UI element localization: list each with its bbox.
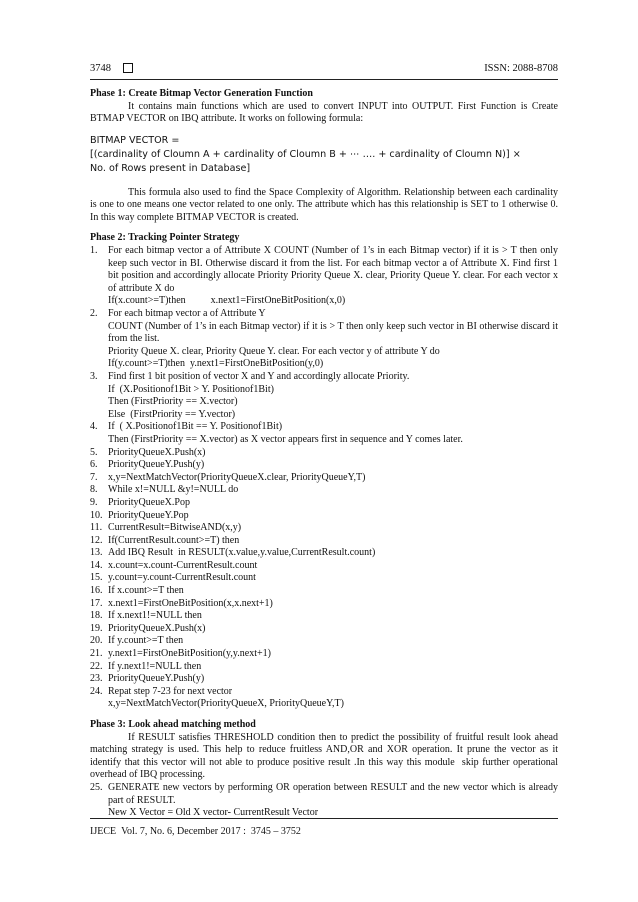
list-item xyxy=(90,535,558,548)
phase2-heading: Phase 2: Tracking Pointer Strategy xyxy=(90,232,240,244)
step-number: 19. xyxy=(90,622,103,634)
step-text xyxy=(108,421,558,446)
step-text xyxy=(108,497,558,510)
step-number: 15. xyxy=(90,572,103,584)
step-text xyxy=(108,648,558,661)
phase3-heading: Phase 3: Look ahead matching method xyxy=(90,719,256,731)
square-icon xyxy=(123,63,133,73)
step-number: 24. xyxy=(90,685,103,697)
step-line: Priority Queue X. clear, Priority Queue Y. clear. For each vector y of attribute Y do xyxy=(108,345,440,357)
step-text xyxy=(108,308,558,371)
step-text xyxy=(108,635,558,648)
list-item xyxy=(90,661,558,674)
step-text xyxy=(108,459,558,472)
list-item xyxy=(90,421,558,446)
step-line: If(x.count>=T)then x.next1=FirstOneBitPosition(x,0) xyxy=(108,295,346,307)
step-line: x,y=NextMatchVector(PriorityQueueX.clear, PriorityQueueY,T) xyxy=(108,471,366,483)
step-line: x.next1=FirstOneBitPosition(x,x.next+1) xyxy=(108,597,273,609)
step-line: PriorityQueueY.Pop xyxy=(108,509,189,521)
issn: ISSN: 2088-8708 xyxy=(484,62,558,74)
phase1-paragraph: This formula also used to find the Space Complexity of Algorithm. Relationship between each cardinality is one to one means one vector related to one only. The attribute which has this relationship is SET to 1 otherwise 0. In this way complete BITMAP VECTOR is created. xyxy=(90,186,558,223)
list-item xyxy=(90,459,558,472)
step-text xyxy=(108,585,558,598)
step-line: x.count=x.count-CurrentResult.count xyxy=(108,559,258,571)
step-line: Repat step 7-23 for next vector xyxy=(108,685,233,697)
list-item xyxy=(90,472,558,485)
step-line: For each bitmap vector a of Attribute X COUNT (Number of 1’s in each Bitmap vector) if it is > T then only keep such vector in BI. Otherwise discard it from the list. For each bitmap vector a of Attribute X. Find first 1 bit position and accordingly allocate Priority Priority Queue X. clear, Priority Queue Y. clear. For each vector x of attribute X do xyxy=(108,245,558,294)
step-number: 20. xyxy=(90,635,103,647)
step-number: 2. xyxy=(90,308,98,320)
step-text xyxy=(108,673,558,686)
footer-rule xyxy=(90,818,558,819)
list-item xyxy=(90,623,558,636)
step-number: 1. xyxy=(90,245,98,257)
step-number: 5. xyxy=(90,446,98,458)
step-line: PriorityQueueX.Push(x) xyxy=(108,622,206,634)
step-line: If x.count>=T then xyxy=(108,585,184,597)
step-text xyxy=(108,572,558,585)
step-number: 7. xyxy=(90,471,98,483)
step-line: y.count=y.count-CurrentResult.count xyxy=(108,572,256,584)
list-item xyxy=(90,673,558,686)
list-item xyxy=(90,522,558,535)
journal-footer: IJECE Vol. 7, No. 6, December 2017 : 3745 – 3752 xyxy=(90,826,301,837)
step-text xyxy=(108,472,558,485)
step-number: 22. xyxy=(90,660,103,672)
list-item xyxy=(90,585,558,598)
step-line: Else (FirstPriority == Y.vector) xyxy=(108,408,236,420)
step-number: 4. xyxy=(90,421,98,433)
list-item xyxy=(90,510,558,523)
step-number: 18. xyxy=(90,610,103,622)
step-number: 6. xyxy=(90,459,98,471)
list-item xyxy=(90,782,558,820)
list-item xyxy=(90,447,558,460)
header-rule xyxy=(90,79,558,80)
step-text xyxy=(108,522,558,535)
step-line: If (X.Positionof1Bit > Y. Positionof1Bit) xyxy=(108,383,274,395)
step-line: If y.next1!=NULL then xyxy=(108,660,202,672)
step-number: 17. xyxy=(90,597,103,609)
step-text xyxy=(108,661,558,674)
step-line: Add IBQ Result in RESULT(x.value,y.value,CurrentResult.count) xyxy=(108,547,376,559)
step-text xyxy=(108,447,558,460)
bitmap-formula xyxy=(90,134,558,177)
formula-line: BITMAP VECTOR = xyxy=(90,134,180,146)
step-text xyxy=(108,560,558,573)
step-text xyxy=(108,245,558,308)
running-header xyxy=(90,59,558,77)
body-content xyxy=(90,88,558,820)
step-text xyxy=(108,598,558,611)
step-line: If y.count>=T then xyxy=(108,635,184,647)
list-item xyxy=(90,598,558,611)
step-line: If(CurrentResult.count>=T) then xyxy=(108,534,240,546)
step-line: COUNT (Number of 1’s in each Bitmap vector) if it is > T then only keep such vector in BI otherwise discard it from the list. xyxy=(108,320,558,345)
step-line: If(y.count>=T)then y.next1=FirstOneBitPosition(y,0) xyxy=(108,358,324,370)
step-line: New X Vector = Old X vector- CurrentResult Vector xyxy=(108,807,319,819)
step-number: 16. xyxy=(90,585,103,597)
list-item xyxy=(90,308,558,371)
page-number: 3748 xyxy=(90,62,111,74)
list-item xyxy=(90,484,558,497)
step-line: PriorityQueueY.Push(y) xyxy=(108,673,205,685)
step-line: If ( X.Positionof1Bit == Y. Positionof1Bit) xyxy=(108,421,283,433)
step-text xyxy=(108,535,558,548)
list-item xyxy=(90,686,558,711)
step-line: x,y=NextMatchVector(PriorityQueueX, PriorityQueueY,T) xyxy=(108,698,344,710)
step-line: PriorityQueueY.Push(y) xyxy=(108,459,205,471)
phase3-paragraph: If RESULT satisfies THRESHOLD condition then to predict the possibility of fruitful result look ahead matching strategy is used. This help to reduce fruitless AND,OR and XOR operation. It prune the vector as it identify that this vector will not able to produce positive result .In this way this module skip further operational overhead of IBQ processing. xyxy=(90,731,558,781)
step-number: 9. xyxy=(90,496,98,508)
list-item xyxy=(90,245,558,308)
step-line: Find first 1 bit position of vector X and Y and accordingly allocate Priority. xyxy=(108,370,410,382)
list-item xyxy=(90,572,558,585)
header-left xyxy=(90,63,133,74)
list-item xyxy=(90,635,558,648)
step-number: 12. xyxy=(90,534,103,546)
step-line: For each bitmap vector a of Attribute Y xyxy=(108,308,266,320)
step-text xyxy=(108,484,558,497)
step-number: 10. xyxy=(90,509,103,521)
step-text xyxy=(108,623,558,636)
list-item xyxy=(90,547,558,560)
list-item xyxy=(90,560,558,573)
step-text xyxy=(108,610,558,623)
list-item xyxy=(90,610,558,623)
formula-line: No. of Rows present in Database] xyxy=(90,163,251,175)
step-text xyxy=(108,371,558,421)
step-line: PriorityQueueX.Push(x) xyxy=(108,446,206,458)
phase2-steps xyxy=(90,245,558,711)
phase3-steps xyxy=(90,782,558,820)
step-line: Then (FirstPriority == X.vector) xyxy=(108,396,238,408)
step-text xyxy=(108,686,558,711)
step-number: 21. xyxy=(90,648,103,660)
step-text xyxy=(108,510,558,523)
step-number: 3. xyxy=(90,370,98,382)
step-number: 25. xyxy=(90,781,103,793)
step-number: 11. xyxy=(90,522,103,534)
step-line: GENERATE new vectors by performing OR operation between RESULT and the new vector which is already part of RESULT. xyxy=(108,781,558,806)
step-number: 14. xyxy=(90,559,103,571)
step-number: 13. xyxy=(90,547,103,559)
list-item xyxy=(90,497,558,510)
step-line: CurrentResult=BitwiseAND(x,y) xyxy=(108,522,242,534)
step-line: Then (FirstPriority == X.vector) as X vector appears first in sequence and Y comes later. xyxy=(108,433,463,445)
step-number: 23. xyxy=(90,673,103,685)
formula-line: [(cardinality of Cloumn A + cardinality of Cloumn B + ⋯ …. + cardinality of Cloumn N)] × xyxy=(90,149,521,161)
step-text xyxy=(108,547,558,560)
step-line: y.next1=FirstOneBitPosition(y,y.next+1) xyxy=(108,648,271,660)
phase1-heading: Phase 1: Create Bitmap Vector Generation Function xyxy=(90,88,313,99)
step-line: While x!=NULL &y!=NULL do xyxy=(108,484,239,496)
step-text xyxy=(108,782,558,820)
list-item xyxy=(90,648,558,661)
step-line: PriorityQueueX.Pop xyxy=(108,496,190,508)
step-number: 8. xyxy=(90,484,98,496)
phase1-intro: It contains main functions which are used to convert INPUT into OUTPUT. First Function is Create BTMAP VECTOR on IBQ attribute. It works on following formula: xyxy=(90,100,558,125)
step-line: If x.next1!=NULL then xyxy=(108,610,202,622)
list-item xyxy=(90,371,558,421)
